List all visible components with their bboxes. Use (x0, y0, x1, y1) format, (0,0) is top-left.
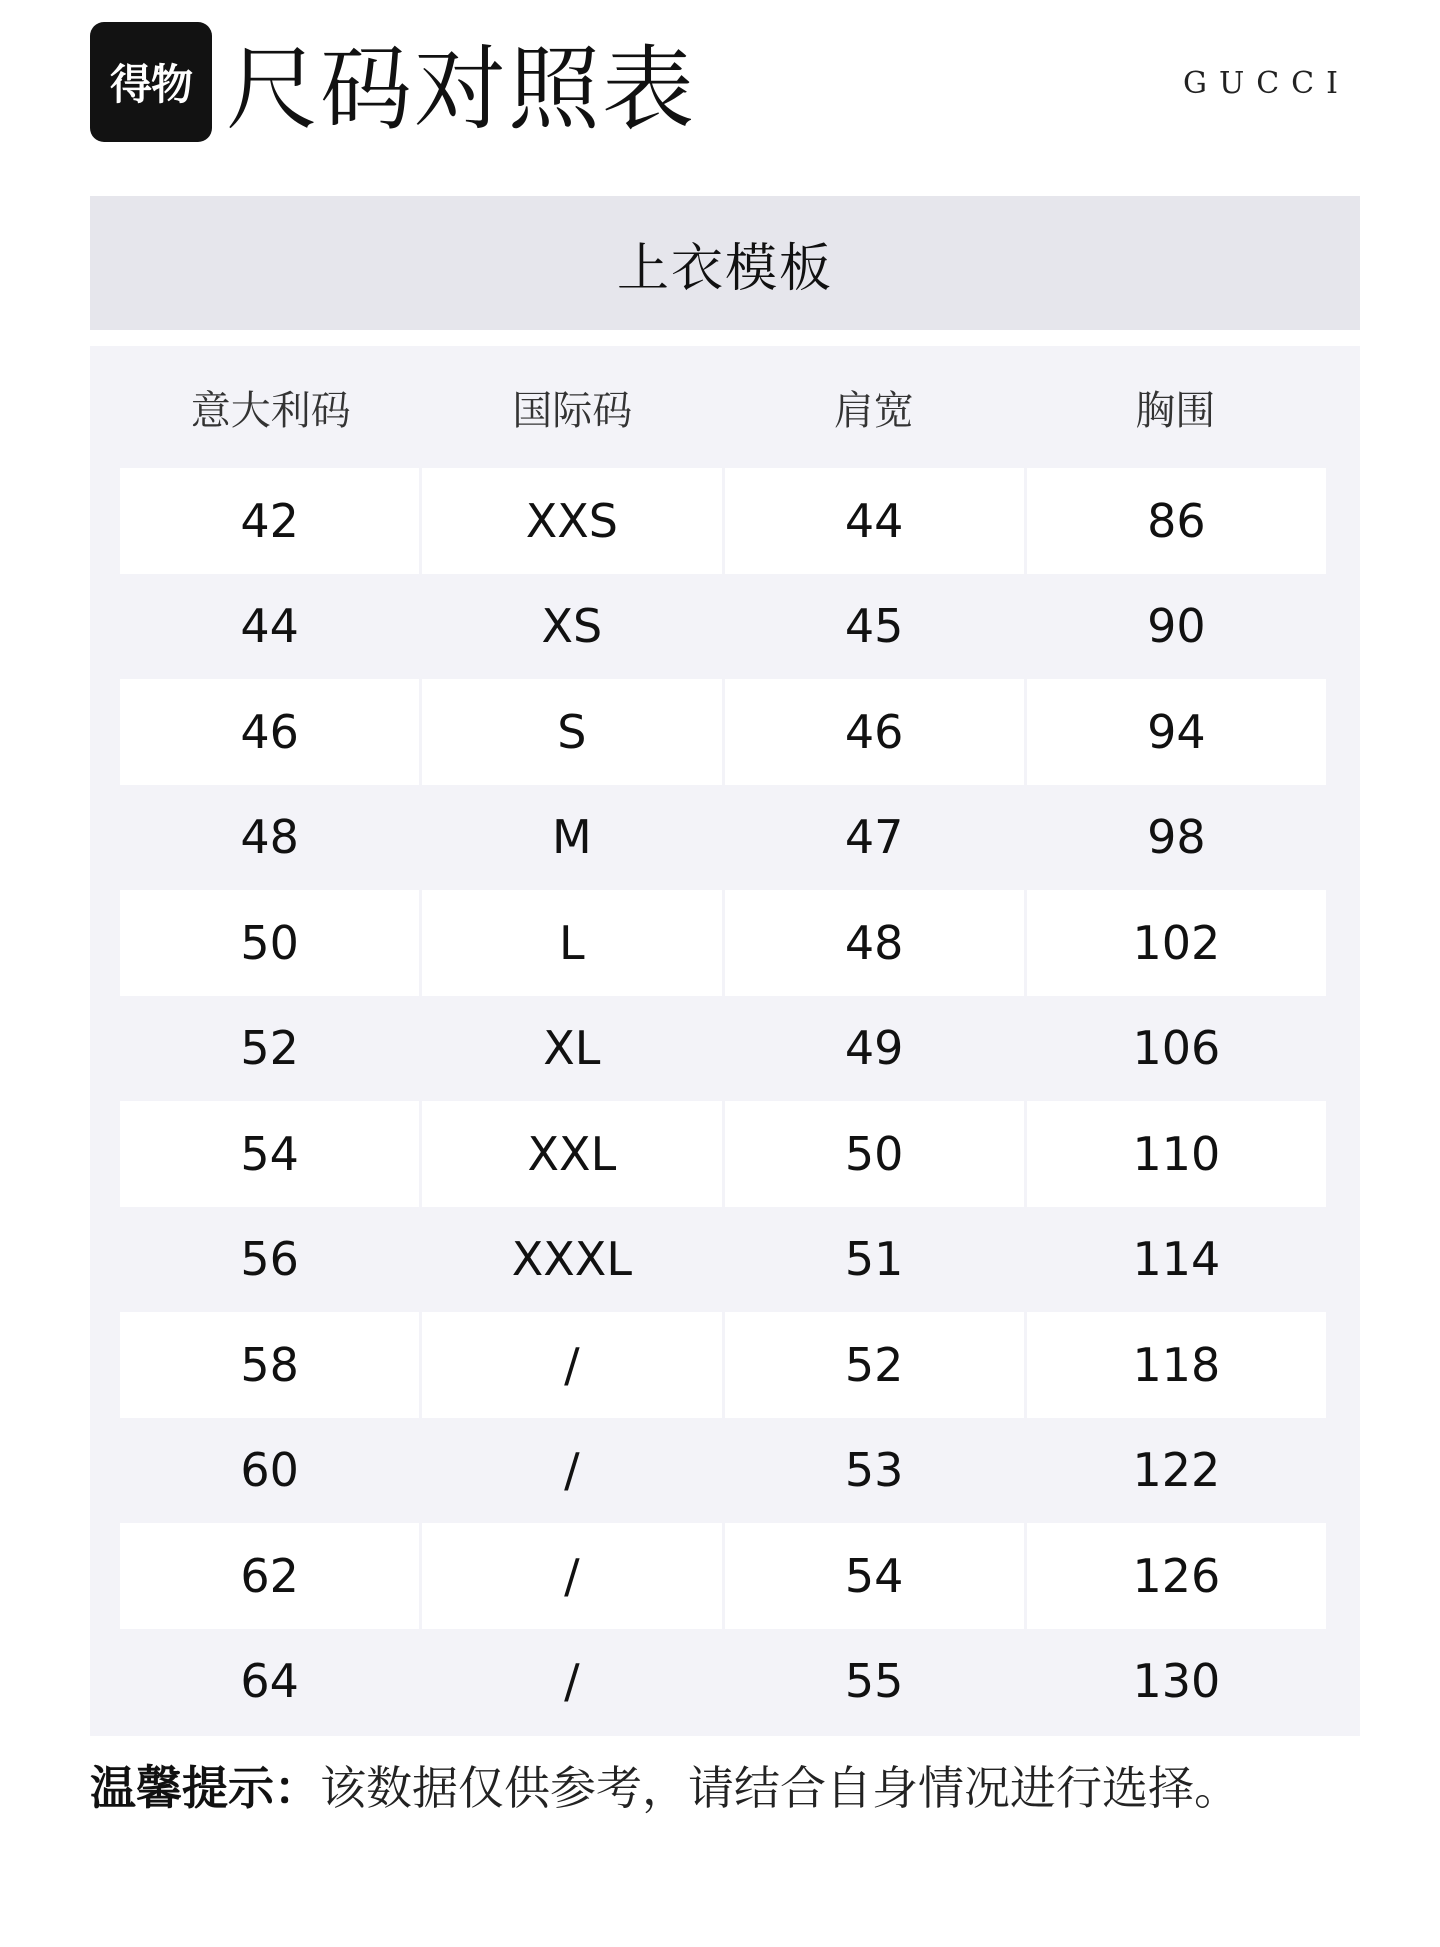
cell-international-size: / (422, 1523, 721, 1629)
cell-chest: 86 (1027, 468, 1326, 574)
table-row (120, 1629, 1326, 1735)
cell-chest: 130 (1132, 1654, 1221, 1709)
cell-italian-size: 56 (240, 1232, 299, 1287)
table-row (120, 890, 1326, 996)
cell-chest: 122 (1132, 1443, 1221, 1498)
cell-international-size: S (422, 679, 721, 785)
cell-international-size: XS (541, 599, 603, 654)
cell-chest: 102 (1027, 890, 1326, 996)
column-header-shoulder-width: 肩宽 (833, 387, 914, 434)
tip-note (90, 1752, 1240, 1818)
cell-shoulder-width: 55 (844, 1654, 904, 1709)
column-header-italian-size: 意大利码 (190, 387, 351, 434)
table-row (120, 1207, 1326, 1313)
cell-italian-size: 54 (120, 1101, 419, 1207)
size-table (90, 346, 1360, 1736)
cell-shoulder-width: 44 (725, 468, 1024, 574)
section-header (90, 196, 1360, 330)
cell-italian-size: 48 (240, 810, 299, 865)
table-row (120, 996, 1326, 1102)
cell-shoulder-width: 50 (725, 1101, 1024, 1207)
cell-italian-size: 50 (120, 890, 419, 996)
table-row (120, 1523, 1326, 1629)
cell-international-size: / (564, 1654, 580, 1709)
cell-chest: 106 (1132, 1021, 1221, 1076)
column-header-chest: 胸围 (1135, 387, 1216, 434)
cell-chest: 90 (1147, 599, 1206, 654)
cell-chest: 118 (1027, 1312, 1326, 1418)
cell-chest: 94 (1027, 679, 1326, 785)
table-header-row (120, 346, 1326, 468)
cell-chest: 110 (1027, 1101, 1326, 1207)
tip-label: 温馨提示： (90, 1761, 320, 1815)
brand-name: GUCCI (1182, 66, 1350, 101)
cell-international-size: / (422, 1312, 721, 1418)
cell-chest: 126 (1027, 1523, 1326, 1629)
cell-international-size: XXS (422, 468, 721, 574)
cell-shoulder-width: 53 (844, 1443, 904, 1498)
app-logo-text: 得物 (109, 60, 192, 109)
table-row (120, 1312, 1326, 1418)
table-body (120, 468, 1326, 1734)
cell-international-size: XXXL (511, 1232, 632, 1287)
cell-shoulder-width: 46 (725, 679, 1024, 785)
cell-shoulder-width: 47 (844, 810, 904, 865)
cell-shoulder-width: 45 (844, 599, 904, 654)
section-title: 上衣模板 (616, 238, 833, 299)
cell-italian-size: 46 (120, 679, 419, 785)
cell-international-size: M (552, 810, 592, 865)
cell-shoulder-width: 48 (725, 890, 1024, 996)
cell-italian-size: 44 (240, 599, 299, 654)
cell-shoulder-width: 49 (844, 1021, 904, 1076)
cell-international-size: XXL (422, 1101, 721, 1207)
cell-italian-size: 52 (240, 1021, 299, 1076)
cell-italian-size: 58 (120, 1312, 419, 1418)
cell-italian-size: 64 (240, 1654, 299, 1709)
cell-italian-size: 62 (120, 1523, 419, 1629)
cell-international-size: XL (543, 1021, 601, 1076)
cell-international-size: L (422, 890, 721, 996)
tip-text: 该数据仅供参考，请结合自身情况进行选择。 (320, 1761, 1240, 1815)
cell-chest: 98 (1147, 810, 1206, 865)
table-row (120, 468, 1326, 574)
table-row (120, 785, 1326, 891)
page-title: 尺码对照表 (226, 36, 697, 143)
cell-italian-size: 42 (120, 468, 419, 574)
table-row (120, 1418, 1326, 1524)
app-logo (90, 22, 212, 142)
header (90, 22, 1350, 146)
table-row (120, 679, 1326, 785)
column-header-international-size: 国际码 (512, 387, 633, 434)
cell-shoulder-width: 51 (844, 1232, 904, 1287)
table-row (120, 1101, 1326, 1207)
cell-shoulder-width: 54 (725, 1523, 1024, 1629)
cell-italian-size: 60 (240, 1443, 299, 1498)
cell-shoulder-width: 52 (725, 1312, 1024, 1418)
cell-international-size: / (564, 1443, 580, 1498)
table-row (120, 574, 1326, 680)
cell-chest: 114 (1132, 1232, 1221, 1287)
